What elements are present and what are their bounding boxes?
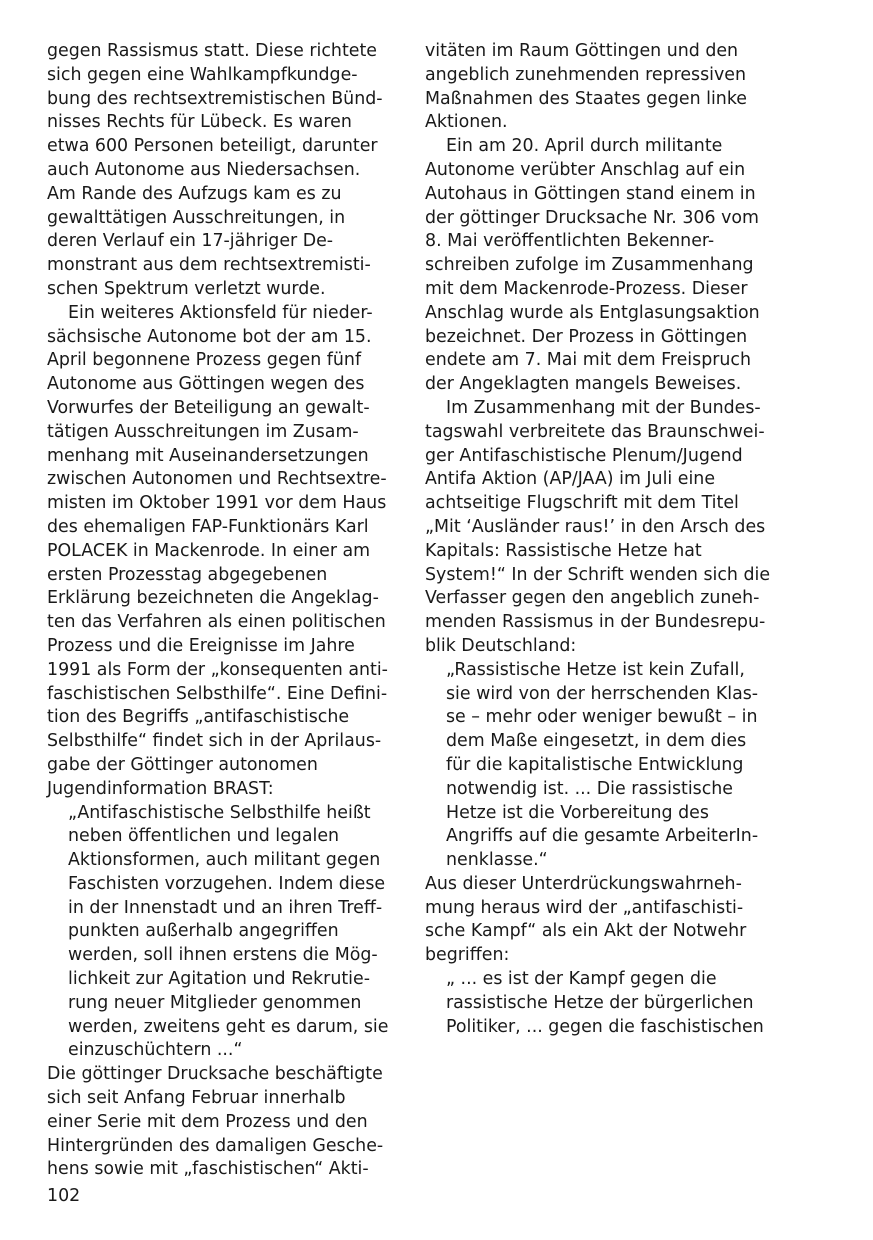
text-line: monstrant aus dem rechtsextremisti- (47, 255, 371, 276)
page-number: 102 (47, 1186, 81, 1206)
quote-line: „ ... es ist der Kampf gegen die (446, 969, 717, 990)
text-line: tion des Begriffs „antifaschistische (47, 707, 350, 728)
text-line: gewalttätigen Ausschreitungen, in (47, 207, 346, 228)
text-line: POLACEK in Mackenrode. In einer am (47, 540, 371, 561)
text-line: mit dem Mackenrode-Prozess. Dieser (425, 278, 748, 299)
text-line: 1991 als Form der „konsequenten anti- (47, 659, 388, 680)
text-line: begriffen: (425, 945, 510, 966)
quote-line: sie wird von der herrschenden Klas- (446, 683, 759, 704)
text-line: schreiben zufolge im Zusammenhang (425, 255, 754, 276)
text-line: vitäten im Raum Göttingen und den (425, 41, 739, 61)
text-line: gegen Rassismus statt. Diese richtete (47, 41, 377, 61)
text-line: endete am 7. Mai mit dem Freispruch (425, 350, 751, 371)
text-line: Erklärung bezeichneten die Angeklag- (47, 588, 379, 609)
text-line: Ein weiteres Aktionsfeld für nieder- (68, 302, 373, 323)
quote-line: werden, soll ihnen erstens die Mög- (68, 945, 378, 966)
quote-line: neben öffentlichen und legalen (68, 826, 340, 847)
text-line: ersten Prozesstag abgegebenen (47, 564, 328, 585)
text-line: hens sowie mit „faschistischen“ Akti- (47, 1159, 369, 1180)
text-line: mung heraus wird der „antifaschisti- (425, 897, 744, 918)
text-line: gabe der Göttinger autonomen (47, 754, 318, 775)
text-line: Im Zusammenhang mit der Bundes- (446, 397, 761, 418)
text-line: tagswahl verbreitete das Braunschwei- (425, 421, 765, 442)
text-line: Am Rande des Aufzugs kam es zu (47, 183, 342, 204)
right-text-column (425, 40, 775, 1039)
quote-line: Hetze ist die Vorbereitung des (446, 802, 709, 823)
text-line: blik Deutschland: (425, 635, 577, 656)
text-line: Aktionen. (425, 112, 508, 133)
quote-line: se – mehr oder weniger bewußt – in (446, 707, 758, 728)
text-line: angeblich zunehmenden repressiven (425, 64, 747, 85)
text-line: sich seit Anfang Februar innerhalb (47, 1088, 346, 1109)
text-line: Ein am 20. April durch militante (446, 136, 723, 157)
text-line: der Angeklagten mangels Beweises. (425, 374, 742, 395)
quote-line: Angriffs auf die gesamte ArbeiterIn- (446, 826, 759, 847)
quote-line: rassistische Hetze der bürgerlichen (446, 992, 754, 1013)
text-line: zwischen Autonomen und Rechtsextre- (47, 469, 387, 490)
quote-line: in der Innenstadt und an ihren Treff- (68, 897, 383, 918)
text-line: Vorwurfes der Beteiligung an gewalt- (47, 397, 370, 418)
text-line: der göttinger Drucksache Nr. 306 vom (425, 207, 759, 228)
text-line: Selbsthilfe“ findet sich in der Aprilaus- (47, 731, 382, 752)
text-line: Aus dieser Unterdrückungswahrneh- (425, 873, 742, 894)
text-line: Kapitals: Rassistische Hetze hat (425, 540, 702, 561)
text-line: deren Verlauf ein 17-jähriger De- (47, 231, 334, 252)
quote-line: nenklasse.“ (446, 850, 548, 871)
text-line: Verfasser gegen den angeblich zuneh- (425, 588, 760, 609)
text-line: Prozess und die Ereignisse im Jahre (47, 635, 355, 656)
quote-line: Aktionsformen, auch militant gegen (68, 850, 381, 871)
text-line: menhang mit Auseinandersetzungen (47, 445, 369, 466)
text-line: ger Antifaschistische Plenum/Jugend (425, 445, 743, 466)
text-line: misten im Oktober 1991 vor dem Haus (47, 493, 387, 514)
text-line: Hintergründen des damaligen Gesche- (47, 1135, 384, 1156)
text-line: bezeichnet. Der Prozess in Göttingen (425, 326, 748, 347)
text-line: Autonome verübter Anschlag auf ein (425, 159, 746, 180)
text-line: Antifa Aktion (AP/JAA) im Juli eine (425, 469, 716, 490)
text-line: System!“ In der Schrift wenden sich die (425, 564, 771, 585)
text-line: sche Kampf“ als ein Akt der Notwehr (425, 921, 747, 942)
quote-line: Politiker, ... gegen die faschistischen (446, 1016, 764, 1037)
text-line: sächsische Autonome bot der am 15. (47, 326, 372, 347)
text-line: schen Spektrum verletzt wurde. (47, 278, 326, 299)
quote-line: für die kapitalistische Entwicklung (446, 754, 744, 775)
quote-line: „Antifaschistische Selbsthilfe heißt (68, 802, 371, 823)
quote-line: Faschisten vorzugehen. Indem diese (68, 873, 386, 894)
text-line: Anschlag wurde als Entglasungsaktion (425, 302, 760, 323)
text-line: Autonome aus Göttingen wegen des (47, 374, 365, 395)
text-line: etwa 600 Personen beteiligt, darunter (47, 136, 378, 157)
quote-line: notwendig ist. ... Die rassistische (446, 778, 734, 799)
text-line: „Mit ‘Ausländer raus!’ in den Arsch des (425, 516, 766, 537)
quote-line: lichkeit zur Agitation und Rekrutie- (68, 969, 370, 990)
text-line: auch Autonome aus Niedersachsen. (47, 159, 361, 180)
text-line: achtseitige Flugschrift mit dem Titel (425, 493, 739, 514)
quote-line: werden, zweitens geht es darum, sie (68, 1016, 389, 1037)
text-line: faschistischen Selbsthilfe“. Eine Defini- (47, 683, 388, 704)
quote-line: rung neuer Mitglieder genommen (68, 992, 362, 1013)
left-text-column (47, 40, 395, 1182)
text-line: Autohaus in Göttingen stand einem in (425, 183, 756, 204)
quote-line: „Rassistische Hetze ist kein Zufall, (446, 659, 745, 680)
text-line: bung des rechtsextremistischen Bünd- (47, 88, 383, 109)
text-line: einer Serie mit dem Prozess und den (47, 1111, 368, 1132)
quote-line: punkten außerhalb angegriffen (68, 921, 339, 942)
text-line: April begonnene Prozess gegen fünf (47, 350, 362, 371)
text-line: sich gegen eine Wahlkampfkundge- (47, 64, 358, 85)
text-line: menden Rassismus in der Bundesrepu- (425, 612, 766, 633)
quote-line: dem Maße eingesetzt, in dem dies (446, 731, 747, 752)
text-line: des ehemaligen FAP-Funktionärs Karl (47, 516, 369, 537)
text-line: Jugendinformation BRAST: (47, 778, 274, 799)
text-line: Die göttinger Drucksache beschäftigte (47, 1064, 383, 1085)
text-line: Maßnahmen des Staates gegen linke (425, 88, 747, 109)
text-line: ten das Verfahren als einen politischen (47, 612, 386, 633)
quote-line: einzuschüchtern ...“ (68, 1040, 243, 1061)
text-line: 8. Mai veröffentlichten Bekenner- (425, 231, 715, 252)
text-line: tätigen Ausschreitungen im Zusam- (47, 421, 359, 442)
text-line: nisses Rechts für Lübeck. Es waren (47, 112, 352, 133)
